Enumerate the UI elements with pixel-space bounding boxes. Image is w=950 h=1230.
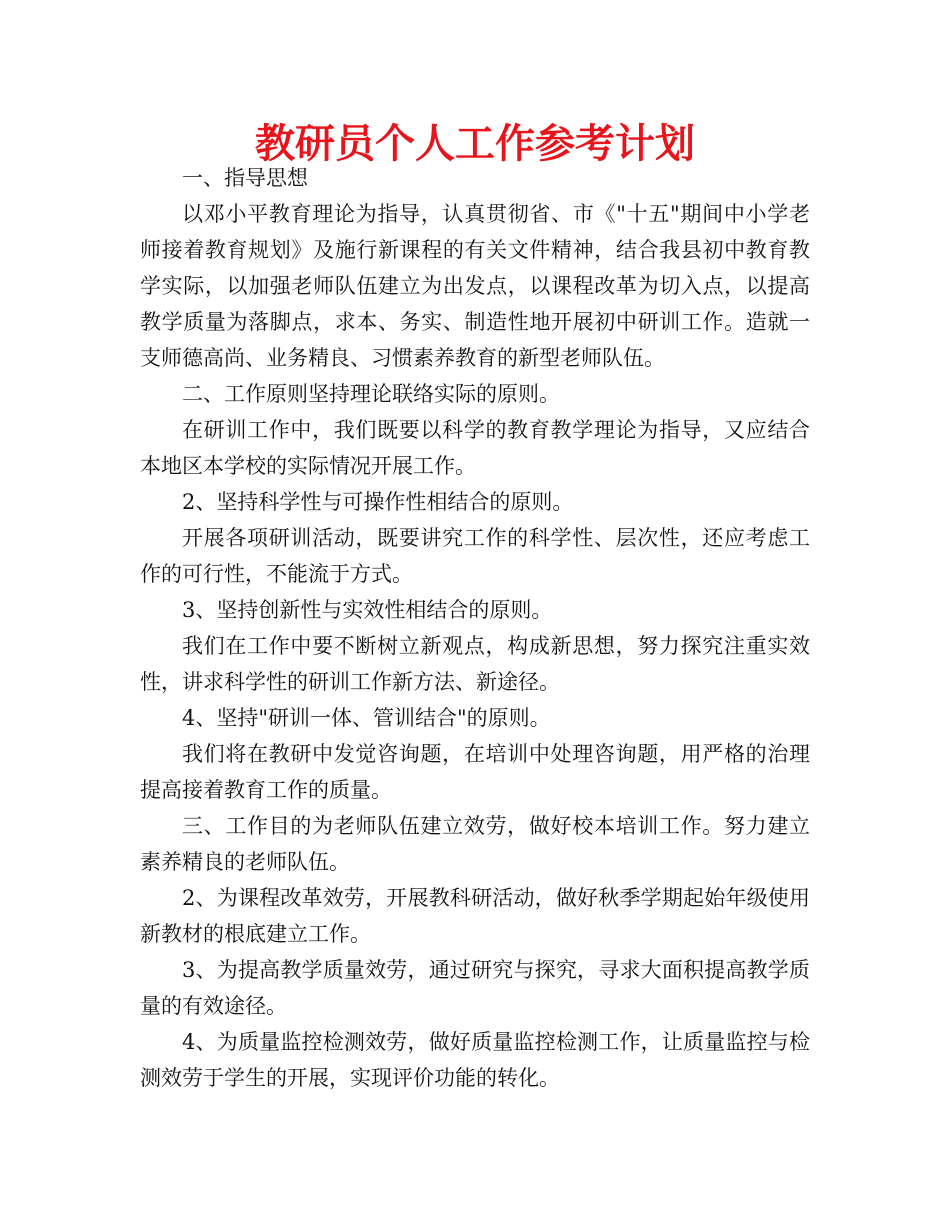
paragraph-principle-2: 开展各项研训活动，既要讲究工作的科学性、层次性，还应考虑工作的可行性，不能流于方式。 xyxy=(140,526,810,586)
paragraph-principle-4: 我们将在教研中发觉咨询题，在培训中处理咨询题，用严格的治理提高接着教育工作的质量。 xyxy=(140,742,810,802)
paragraph-goal-4: 4、为质量监控检测效劳，做好质量监控检测工作，让质量监控与检测效劳于学生的开展，实现评价功能的转化。 xyxy=(140,1030,810,1090)
principle-heading-4: 4、坚持"研训一体、管训结合"的原则。 xyxy=(182,706,551,730)
paragraph-goal-2: 2、为课程改革效劳，开展教科研活动，做好秋季学期起始年级使用新教材的根底建立工作。 xyxy=(140,886,810,946)
document-body xyxy=(140,160,810,1096)
section-heading-guiding-ideology: 一、指导思想 xyxy=(182,166,308,190)
paragraph-goal-3: 3、为提高教学质量效劳，通过研究与探究，寻求大面积提高教学质量的有效途径。 xyxy=(140,958,810,1018)
paragraph-theory-practice: 在研训工作中，我们既要以科学的教育教学理论为指导，又应结合本地区本学校的实际情况开展工作。 xyxy=(140,418,810,478)
principle-heading-2: 2、坚持科学性与可操作性相结合的原则。 xyxy=(182,490,574,514)
document-title: 教研员个人工作参考计划 xyxy=(255,121,695,167)
section-heading-work-principles: 二、工作原则坚持理论联络实际的原则。 xyxy=(182,382,560,406)
paragraph-guiding-ideology: 以邓小平教育理论为指导，认真贯彻省、市《"十五"期间中小学老师接着教育规划》及施行新课程的有关文件精神，结合我县初中教育教学实际，以加强老师队伍建立为出发点，以课程改革为切入点，以提高教学质量为落脚点，求本、务实、制造性地开展初中研训工作。造就一支师德高尚、业务精良、习惯素养教育的新型老师队伍。 xyxy=(140,202,810,370)
section-heading-work-goals: 三、工作目的为老师队伍建立效劳，做好校本培训工作。努力建立素养精良的老师队伍。 xyxy=(140,814,810,874)
principle-heading-3: 3、坚持创新性与实效性相结合的原则。 xyxy=(182,598,553,622)
paragraph-principle-3: 我们在工作中要不断树立新观点，构成新思想，努力探究注重实效性，讲求科学性的研训工作新方法、新途径。 xyxy=(140,634,810,694)
